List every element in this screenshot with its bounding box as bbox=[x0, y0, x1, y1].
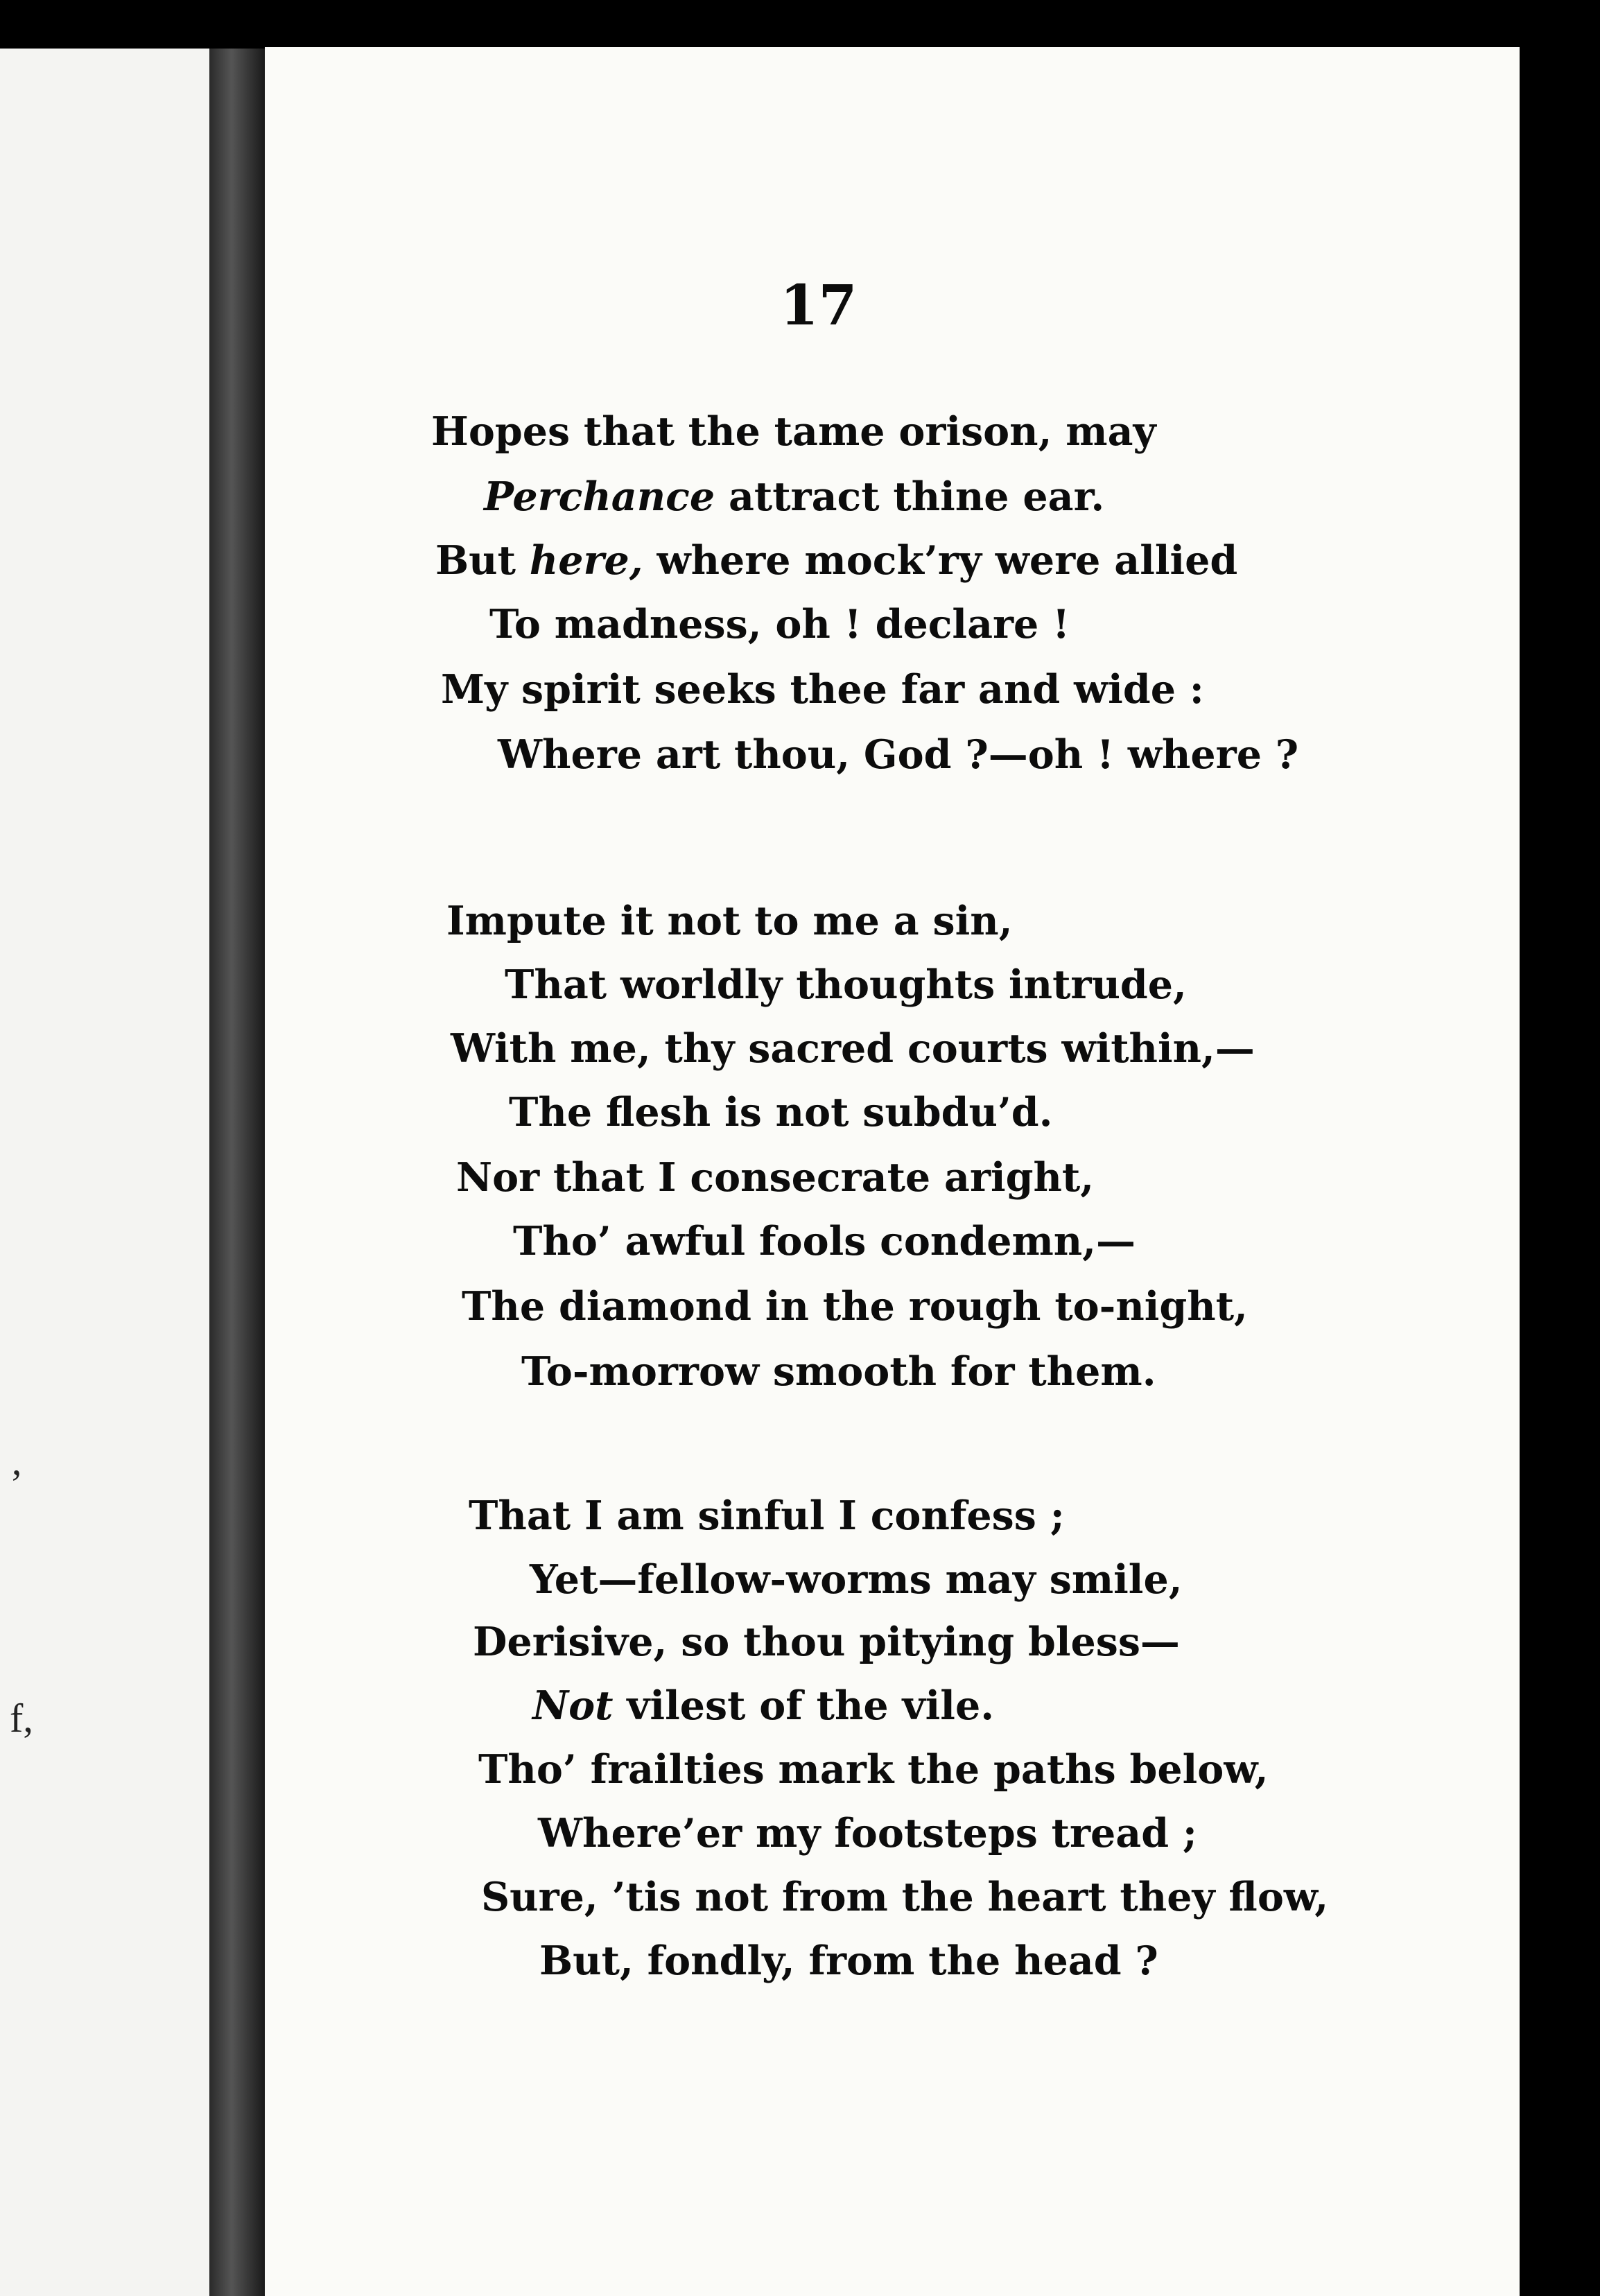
poem-line bbox=[431, 408, 1156, 455]
poem-line bbox=[505, 962, 1187, 1008]
italic-word: here, bbox=[529, 537, 643, 584]
poem-line bbox=[441, 666, 1204, 713]
poem-line bbox=[435, 537, 1238, 584]
line-text: To-morrow smooth for them. bbox=[521, 1348, 1156, 1395]
poem-line bbox=[521, 1348, 1156, 1395]
poem-line bbox=[509, 1089, 1053, 1136]
line-text: The flesh is not subdu’d. bbox=[509, 1089, 1053, 1136]
line-text: attract thine ear. bbox=[715, 473, 1105, 520]
poem-line bbox=[532, 1682, 995, 1729]
poem-line bbox=[539, 1938, 1158, 1984]
line-text: That worldly thoughts intrude, bbox=[505, 962, 1187, 1008]
poem-line bbox=[469, 1493, 1065, 1539]
poem-line bbox=[456, 1154, 1095, 1201]
book-gutter bbox=[209, 49, 265, 2296]
line-text: Hopes that the tame orison, may bbox=[431, 408, 1156, 455]
line-text: Where’er my footsteps tread ; bbox=[538, 1810, 1197, 1856]
italic-word: Not bbox=[532, 1682, 614, 1729]
line-text: Yet—fellow-worms may smile, bbox=[530, 1556, 1183, 1603]
line-text: With me, thy sacred courts within,— bbox=[451, 1025, 1255, 1072]
line-text: where mock’ry were allied bbox=[643, 537, 1238, 584]
line-text: Derisive, so thou pitying bless— bbox=[473, 1619, 1180, 1665]
poem-line bbox=[489, 601, 1070, 647]
line-text: Nor that I consecrate aright, bbox=[456, 1154, 1095, 1201]
line-text: That I am sinful I confess ; bbox=[469, 1493, 1065, 1539]
poem-line bbox=[462, 1283, 1248, 1330]
line-text: vilest of the vile. bbox=[613, 1682, 995, 1729]
poem-line bbox=[530, 1556, 1183, 1603]
line-text: Where art thou, God ?—oh ! where ? bbox=[498, 731, 1299, 778]
italic-word: Perchance bbox=[484, 473, 715, 520]
poem-line bbox=[498, 731, 1299, 778]
line-text: The diamond in the rough to-night, bbox=[462, 1283, 1248, 1330]
poem-line bbox=[473, 1619, 1180, 1665]
page-number: 17 bbox=[780, 272, 858, 338]
poem-line bbox=[538, 1810, 1197, 1856]
line-text: Impute it not to me a sin, bbox=[446, 898, 1013, 944]
poem-line bbox=[478, 1746, 1269, 1793]
line-text: Tho’ frailties mark the paths below, bbox=[478, 1746, 1269, 1793]
line-text: To madness, oh ! declare ! bbox=[489, 601, 1070, 647]
line-text: Sure, ’tis not from the heart they flow, bbox=[481, 1874, 1329, 1920]
line-text: My spirit seeks thee far and wide : bbox=[441, 666, 1204, 713]
line-text: But, fondly, from the head ? bbox=[539, 1938, 1158, 1984]
poem-line bbox=[446, 898, 1013, 944]
poem-line bbox=[451, 1025, 1255, 1072]
poem-line bbox=[513, 1218, 1136, 1264]
left-margin-mark-1: ’ bbox=[10, 1461, 24, 1506]
poem-line bbox=[481, 1874, 1329, 1920]
poem-line bbox=[484, 473, 1105, 520]
line-text: Tho’ awful fools condemn,— bbox=[513, 1218, 1136, 1264]
left-page-edge bbox=[0, 49, 209, 2296]
line-text: But bbox=[435, 537, 530, 584]
left-margin-mark-2: f, bbox=[10, 1696, 33, 1741]
